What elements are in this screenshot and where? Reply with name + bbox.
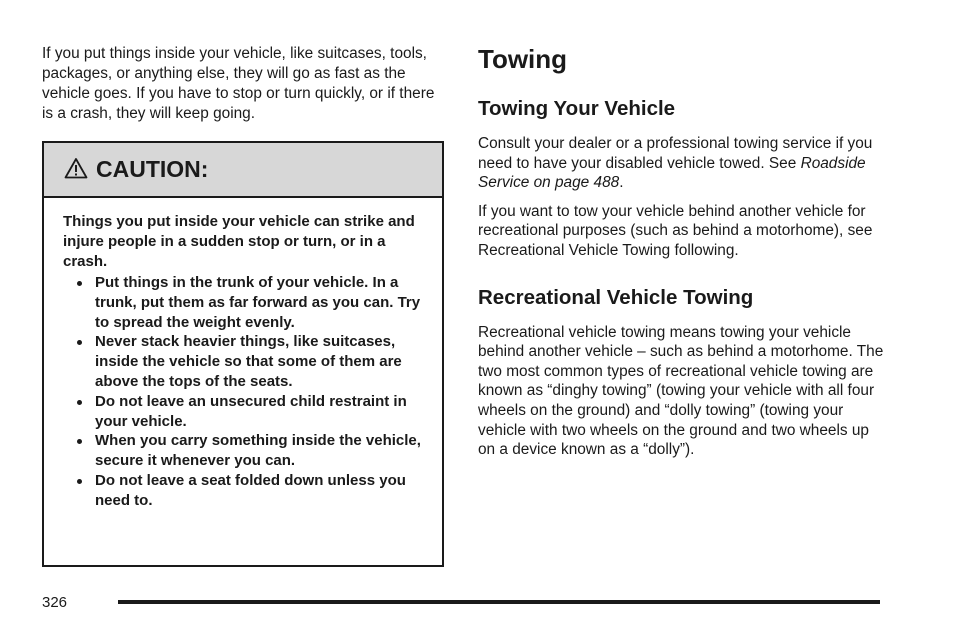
caution-body — [44, 198, 442, 511]
cross-reference: Roadside Service on page 488 — [478, 154, 866, 192]
caution-lead: Things you put inside your vehicle can strike and injure people in a sudden stop or turn, or in a crash. — [63, 213, 415, 270]
caution-box — [42, 141, 444, 567]
warning-triangle-icon — [64, 157, 88, 179]
caution-bullet: Do not leave a seat folded down unless you need to. — [63, 471, 424, 511]
page-title: Towing — [478, 44, 568, 74]
page-number: 326 — [42, 594, 68, 611]
bullet-dot-icon — [77, 400, 82, 405]
bullet-dot-icon — [77, 479, 82, 484]
caution-title: CAUTION: — [96, 156, 209, 182]
caution-header — [44, 143, 442, 198]
caution-bullet: Never stack heavier things, like suitcases, inside the vehicle so that some of them are above the tops of the seats. — [63, 332, 424, 391]
intro-paragraph: If you put things inside your vehicle, like suitcases, tools, packages, or anything else, they will go as fast as the vehicle goes. If you have to stop or turn quickly, or if there is a crash, they will keep going. — [42, 45, 435, 122]
right-column — [478, 42, 888, 469]
caution-bullet: When you carry something inside the vehicle, secure it whenever you can. — [63, 431, 424, 471]
footer-rule — [118, 600, 880, 604]
bullet-dot-icon — [77, 340, 82, 345]
caution-list — [63, 273, 424, 511]
caution-bullet: Do not leave an unsecured child restraint in your vehicle. — [63, 392, 424, 432]
caution-bullet: Put things in the trunk of your vehicle. In a trunk, put them as far forward as you can. Try to spread the weight evenly. — [63, 273, 424, 332]
bullet-dot-icon — [77, 281, 82, 286]
towing-paragraph-1: Consult your dealer or a professional towing service if you need to have your disabled vehicle towed. See Roadside Service on page 488. — [478, 135, 873, 192]
bullet-dot-icon — [77, 439, 82, 444]
section-heading-recreational-vehicle-towing: Recreational Vehicle Towing — [478, 285, 754, 309]
left-column — [42, 44, 442, 124]
section-heading-towing-your-vehicle: Towing Your Vehicle — [478, 97, 676, 120]
towing-paragraph-2: If you want to tow your vehicle behind another vehicle for recreational purposes (such as behind a motorhome), see Recreational Vehicle Towing following. — [478, 202, 873, 259]
recreational-towing-paragraph: Recreational vehicle towing means towing your vehicle behind another vehicle – such as behind a motorhome. The two most common types of recreational vehicle towing are known as “dinghy towing” (towing your vehicle with all four wheels on the ground) and “dolly towing” (towing your vehicle with two wheels on the ground and two wheels up on a device known as a “dolly”). — [478, 323, 884, 459]
